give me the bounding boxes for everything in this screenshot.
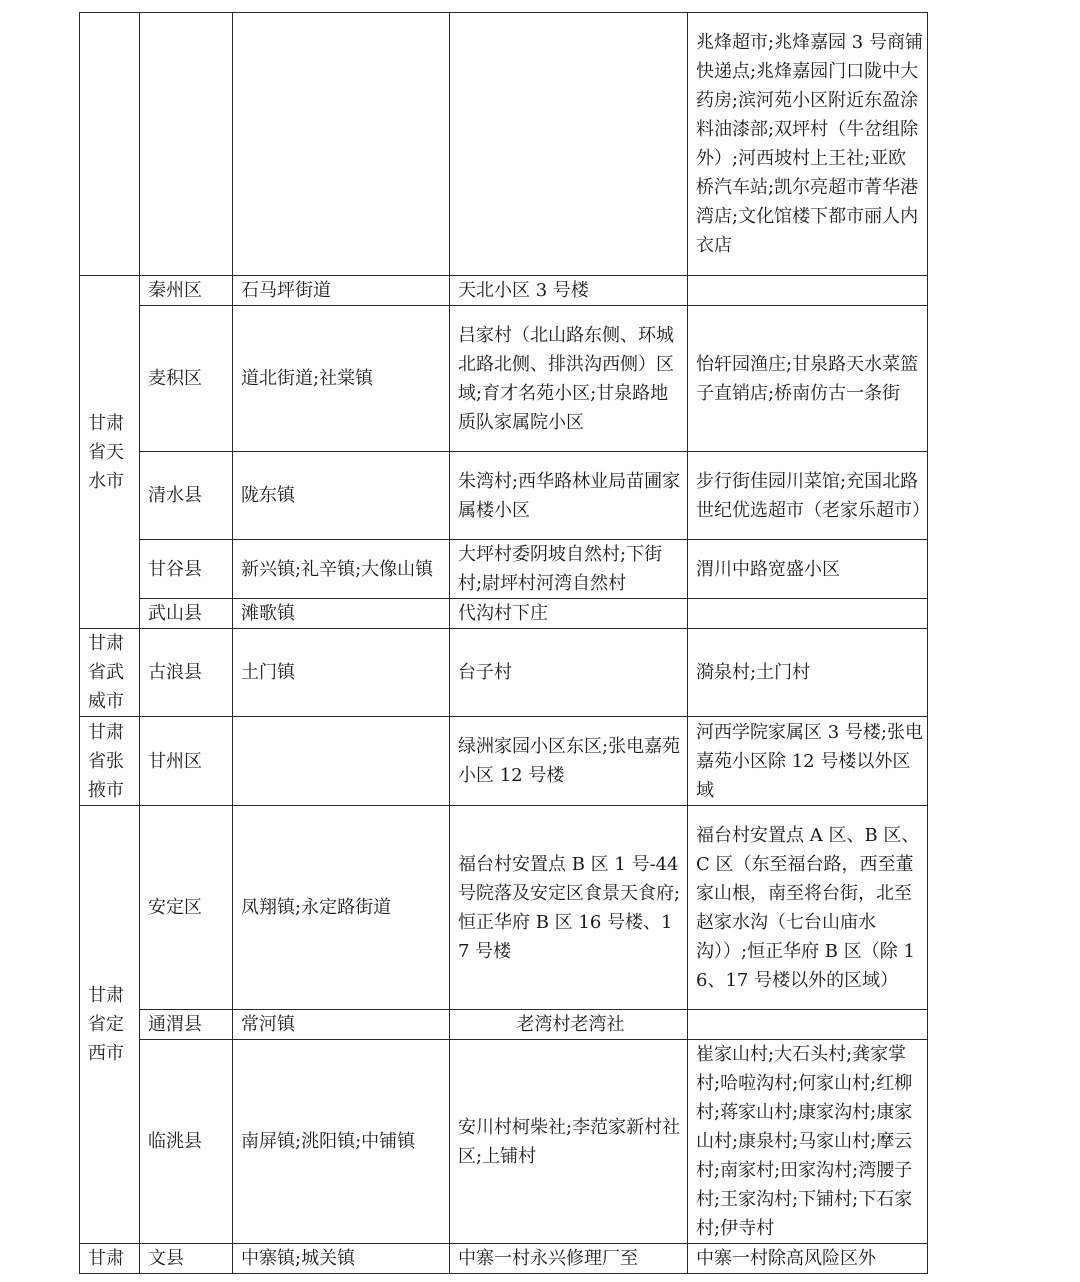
table-row [80,717,928,806]
province-cell: 甘肃省张掖市 [80,717,140,806]
table-row [80,13,928,276]
district-cell: 安定区 [140,806,233,1010]
province-cell [80,13,140,276]
table-row [80,452,928,540]
medium-risk-cell: 崔家山村;大石头村;龚家掌村;哈啦沟村;何家山村;红柳村;蒋家山村;康家沟村;康家山村;康泉村;马家山村;摩云村;南家村;田家沟村;湾腰子村;王家沟村;下铺村;下石家村;伊寺村 [688,1040,928,1244]
medium-risk-cell: 中寨一村除高风险区外 [688,1244,928,1274]
town-cell: 滩歌镇 [233,599,450,629]
high-risk-cell: 吕家村（北山路东侧、环城北路北侧、排洪沟西侧）区域;育才名苑小区;甘泉路地质队家属院小区 [450,306,688,452]
table-row [80,806,928,1010]
province-cell: 甘肃省武威市 [80,629,140,717]
medium-risk-cell: 漪泉村;土门村 [688,629,928,717]
high-risk-cell: 代沟村下庄 [450,599,688,629]
town-cell: 石马坪街道 [233,276,450,306]
table-row [80,1010,928,1040]
town-cell: 中寨镇;城关镇 [233,1244,450,1274]
district-cell: 麦积区 [140,306,233,452]
town-cell: 新兴镇;礼辛镇;大像山镇 [233,540,450,599]
town-cell: 常河镇 [233,1010,450,1040]
medium-risk-cell [688,276,928,306]
medium-risk-cell [688,599,928,629]
town-cell: 南屏镇;洮阳镇;中铺镇 [233,1040,450,1244]
district-cell: 秦州区 [140,276,233,306]
medium-risk-cell: 步行街佳园川菜馆;充国北路世纪优选超市（老家乐超市） [688,452,928,540]
high-risk-cell: 大坪村委阴坡自然村;下街村;尉坪村河湾自然村 [450,540,688,599]
town-cell [233,13,450,276]
town-cell: 凤翔镇;永定路街道 [233,806,450,1010]
district-cell: 通渭县 [140,1010,233,1040]
high-risk-cell: 绿洲家园小区东区;张电嘉苑小区 12 号楼 [450,717,688,806]
high-risk-cell: 天北小区 3 号楼 [450,276,688,306]
table-row [80,599,928,629]
town-cell [233,717,450,806]
high-risk-cell: 老湾村老湾社 [450,1010,688,1040]
high-risk-cell: 安川村柯柴社;李范家新村社区;上铺村 [450,1040,688,1244]
province-cell: 甘肃省天水市 [80,276,140,629]
district-cell: 文县 [140,1244,233,1274]
risk-area-table [79,12,928,1274]
medium-risk-cell: 兆烽超市;兆烽嘉园 3 号商铺快递点;兆烽嘉园门口陇中大药房;滨河苑小区附近东盈涂料油漆部;双坪村（牛岔组除外）;河西坡村上王社;亚欧桥汽车站;凯尔亮超市菁华港湾店;文化馆楼下都市丽人内衣店 [688,13,928,276]
table-row [80,629,928,717]
high-risk-cell [450,13,688,276]
district-cell: 清水县 [140,452,233,540]
district-cell: 临洮县 [140,1040,233,1244]
district-cell: 甘州区 [140,717,233,806]
table-row [80,306,928,452]
table-row [80,276,928,306]
province-cell: 甘肃省定西市 [80,806,140,1244]
district-cell: 甘谷县 [140,540,233,599]
high-risk-cell: 福台村安置点 B 区 1 号-44 号院落及安定区食景天食府;恒正华府 B 区 16 号楼、17 号楼 [450,806,688,1010]
district-cell: 古浪县 [140,629,233,717]
table-row [80,540,928,599]
town-cell: 土门镇 [233,629,450,717]
table-row [80,1244,928,1274]
town-cell: 陇东镇 [233,452,450,540]
medium-risk-cell: 河西学院家属区 3 号楼;张电嘉苑小区除 12 号楼以外区域 [688,717,928,806]
province-cell: 甘肃 [80,1244,140,1274]
high-risk-cell: 中寨一村永兴修理厂至 [450,1244,688,1274]
medium-risk-cell: 福台村安置点 A 区、B 区、C 区（东至福台路，西至董家山根，南至将台街，北至赵家水沟（七台山庙水沟））;恒正华府 B 区（除 16、17 号楼以外的区域） [688,806,928,1010]
district-cell: 武山县 [140,599,233,629]
high-risk-cell: 台子村 [450,629,688,717]
table-row [80,1040,928,1244]
medium-risk-cell: 怡轩园渔庄;甘泉路天水菜篮子直销店;桥南仿古一条街 [688,306,928,452]
high-risk-cell: 朱湾村;西华路林业局苗圃家属楼小区 [450,452,688,540]
district-cell [140,13,233,276]
medium-risk-cell: 渭川中路宽盛小区 [688,540,928,599]
medium-risk-cell [688,1010,928,1040]
town-cell: 道北街道;社棠镇 [233,306,450,452]
